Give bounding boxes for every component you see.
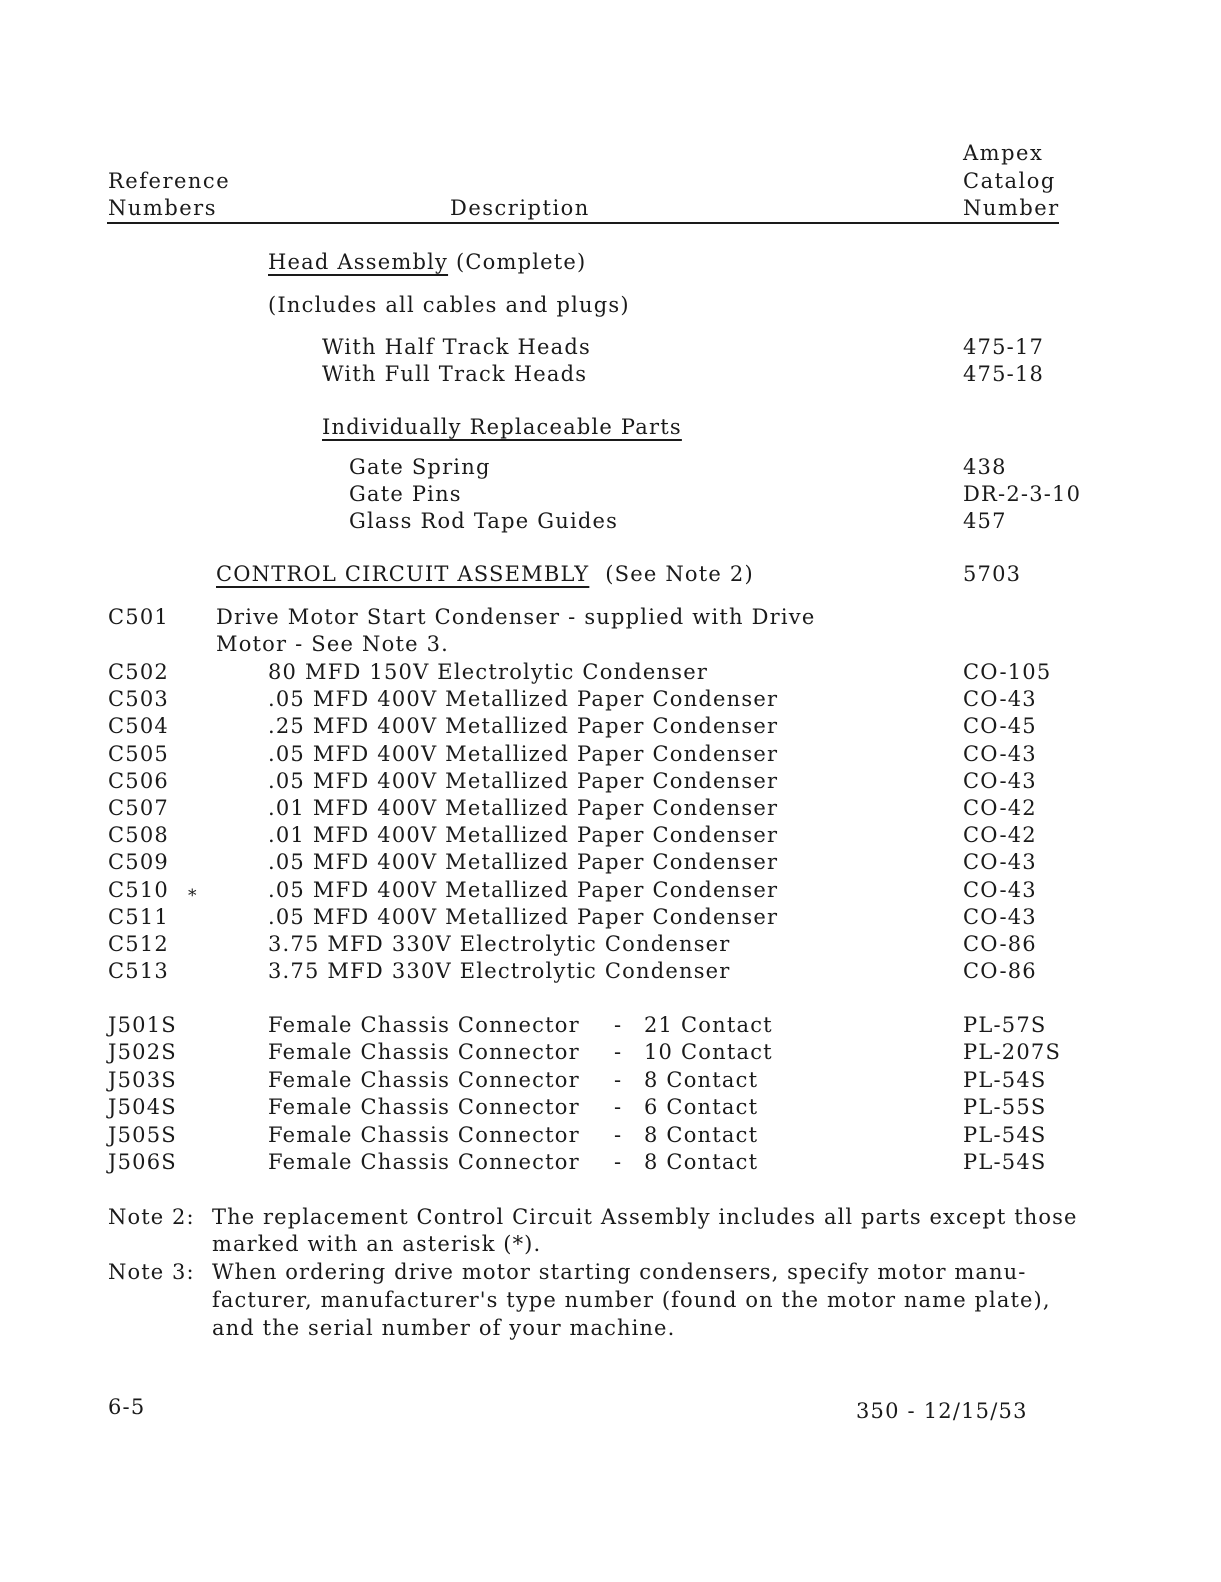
condenser-ref: C512 bbox=[108, 932, 169, 956]
condenser-cat: CO-86 bbox=[963, 959, 1037, 983]
document-id: 350 - 12/15/53 bbox=[856, 1399, 1028, 1423]
condenser-desc: 3.75 MFD 330V Electrolytic Condenser bbox=[268, 959, 731, 983]
connector-contacts: 8 Contact bbox=[644, 1123, 759, 1147]
connector-desc: Female Chassis Connector bbox=[268, 1040, 580, 1064]
variant-desc-0: With Half Track Heads bbox=[322, 335, 591, 359]
connector-desc: Female Chassis Connector bbox=[268, 1013, 580, 1037]
condenser-ref: C504 bbox=[108, 714, 169, 738]
connector-cat: PL-54S bbox=[963, 1150, 1047, 1174]
condenser-desc: .05 MFD 400V Metallized Paper Condenser bbox=[268, 769, 779, 793]
connector-desc: Female Chassis Connector bbox=[268, 1150, 580, 1174]
condenser-ref: C507 bbox=[108, 796, 169, 820]
head-assembly-suffix: (Complete) bbox=[455, 250, 587, 274]
part-desc-1: Gate Pins bbox=[349, 482, 462, 506]
connector-ref: J504S bbox=[108, 1095, 177, 1119]
head-assembly-title: Head Assembly bbox=[268, 250, 449, 274]
condenser-desc: .01 MFD 400V Metallized Paper Condenser bbox=[268, 796, 779, 820]
part-desc-2: Glass Rod Tape Guides bbox=[349, 509, 619, 533]
condenser-desc: .01 MFD 400V Metallized Paper Condenser bbox=[268, 823, 779, 847]
connector-contacts: 8 Contact bbox=[644, 1150, 759, 1174]
note3-line1: When ordering drive motor starting condensers, specify motor manu- bbox=[212, 1260, 1027, 1284]
part-cat-0: 438 bbox=[963, 455, 1007, 479]
header-ref-line2: Numbers bbox=[108, 196, 217, 220]
connector-dash: - bbox=[614, 1040, 623, 1064]
parts-title: Individually Replaceable Parts bbox=[322, 415, 682, 439]
connector-contacts: 8 Contact bbox=[644, 1068, 759, 1092]
note3-line3: and the serial number of your machine. bbox=[212, 1316, 676, 1340]
condenser-desc: .25 MFD 400V Metallized Paper Condenser bbox=[268, 714, 779, 738]
connector-dash: - bbox=[614, 1095, 623, 1119]
variant-cat-1: 475-18 bbox=[963, 362, 1045, 386]
connector-desc: Female Chassis Connector bbox=[268, 1068, 580, 1092]
connector-contacts: 6 Contact bbox=[644, 1095, 759, 1119]
note2-line2: marked with an asterisk (*). bbox=[212, 1232, 542, 1256]
connector-ref: J505S bbox=[108, 1123, 177, 1147]
condenser-ref: C508 bbox=[108, 823, 169, 847]
c501-ref: C501 bbox=[108, 605, 169, 629]
header-cat-line3: Number bbox=[963, 196, 1060, 220]
connector-dash: - bbox=[614, 1123, 623, 1147]
condenser-desc: .05 MFD 400V Metallized Paper Condenser bbox=[268, 878, 779, 902]
connector-cat: PL-57S bbox=[963, 1013, 1047, 1037]
condenser-cat: CO-45 bbox=[963, 714, 1037, 738]
connector-ref: J503S bbox=[108, 1068, 177, 1092]
connector-cat: PL-207S bbox=[963, 1040, 1062, 1064]
control-heading bbox=[216, 562, 754, 586]
condenser-ref: C509 bbox=[108, 850, 169, 874]
condenser-desc: .05 MFD 400V Metallized Paper Condenser bbox=[268, 687, 779, 711]
asterisk-mark: * bbox=[188, 886, 198, 906]
variant-cat-0: 475-17 bbox=[963, 335, 1045, 359]
connector-cat: PL-54S bbox=[963, 1068, 1047, 1092]
condenser-cat: CO-42 bbox=[963, 823, 1037, 847]
condenser-cat: CO-43 bbox=[963, 850, 1037, 874]
control-title: CONTROL CIRCUIT ASSEMBLY bbox=[216, 562, 590, 586]
header-description: Description bbox=[450, 196, 590, 220]
condenser-cat: CO-86 bbox=[963, 932, 1037, 956]
condenser-cat: CO-43 bbox=[963, 905, 1037, 929]
condenser-cat: CO-105 bbox=[963, 660, 1052, 684]
header-ref-line1: Reference bbox=[108, 169, 231, 193]
condenser-ref: C503 bbox=[108, 687, 169, 711]
condenser-ref: C510 bbox=[108, 878, 169, 902]
part-desc-0: Gate Spring bbox=[349, 455, 491, 479]
connector-desc: Female Chassis Connector bbox=[268, 1095, 580, 1119]
condenser-ref: C502 bbox=[108, 660, 169, 684]
connector-contacts: 21 Contact bbox=[644, 1013, 773, 1037]
connector-cat: PL-54S bbox=[963, 1123, 1047, 1147]
condenser-cat: CO-43 bbox=[963, 769, 1037, 793]
condenser-desc: .05 MFD 400V Metallized Paper Condenser bbox=[268, 742, 779, 766]
condenser-desc: 3.75 MFD 330V Electrolytic Condenser bbox=[268, 932, 731, 956]
condenser-cat: CO-42 bbox=[963, 796, 1037, 820]
condenser-desc: .05 MFD 400V Metallized Paper Condenser bbox=[268, 850, 779, 874]
connector-cat: PL-55S bbox=[963, 1095, 1047, 1119]
connector-dash: - bbox=[614, 1013, 623, 1037]
connector-ref: J502S bbox=[108, 1040, 177, 1064]
connector-dash: - bbox=[614, 1150, 623, 1174]
note3-label: Note 3: bbox=[108, 1260, 195, 1284]
c501-line2: Motor - See Note 3. bbox=[216, 632, 450, 656]
head-assembly-heading bbox=[268, 250, 586, 274]
connector-ref: J501S bbox=[108, 1013, 177, 1037]
part-cat-2: 457 bbox=[963, 509, 1007, 533]
head-assembly-includes: (Includes all cables and plugs) bbox=[268, 293, 630, 317]
note3-line2: facturer, manufacturer's type number (found on the motor name plate), bbox=[212, 1288, 1051, 1312]
control-title-note: (See Note 2) bbox=[605, 562, 754, 586]
condenser-cat: CO-43 bbox=[963, 687, 1037, 711]
header-rule bbox=[107, 222, 1059, 224]
condenser-desc: .05 MFD 400V Metallized Paper Condenser bbox=[268, 905, 779, 929]
header-cat-line2: Catalog bbox=[963, 169, 1056, 193]
condenser-ref: C513 bbox=[108, 959, 169, 983]
connector-dash: - bbox=[614, 1068, 623, 1092]
part-cat-1: DR-2-3-10 bbox=[963, 482, 1082, 506]
condenser-cat: CO-43 bbox=[963, 878, 1037, 902]
condenser-ref: C511 bbox=[108, 905, 169, 929]
condenser-desc: 80 MFD 150V Electrolytic Condenser bbox=[268, 660, 709, 684]
connector-desc: Female Chassis Connector bbox=[268, 1123, 580, 1147]
condenser-cat: CO-43 bbox=[963, 742, 1037, 766]
note2-line1: The replacement Control Circuit Assembly includes all parts except those bbox=[212, 1205, 1078, 1229]
variant-desc-1: With Full Track Heads bbox=[322, 362, 588, 386]
page-number: 6-5 bbox=[108, 1395, 146, 1419]
connector-ref: J506S bbox=[108, 1150, 177, 1174]
c501-line1: Drive Motor Start Condenser - supplied with Drive bbox=[216, 605, 816, 629]
note2-label: Note 2: bbox=[108, 1205, 195, 1229]
header-cat-line1: Ampex bbox=[963, 141, 1044, 165]
condenser-ref: C505 bbox=[108, 742, 169, 766]
connector-contacts: 10 Contact bbox=[644, 1040, 773, 1064]
condenser-ref: C506 bbox=[108, 769, 169, 793]
control-cat: 5703 bbox=[963, 562, 1022, 586]
